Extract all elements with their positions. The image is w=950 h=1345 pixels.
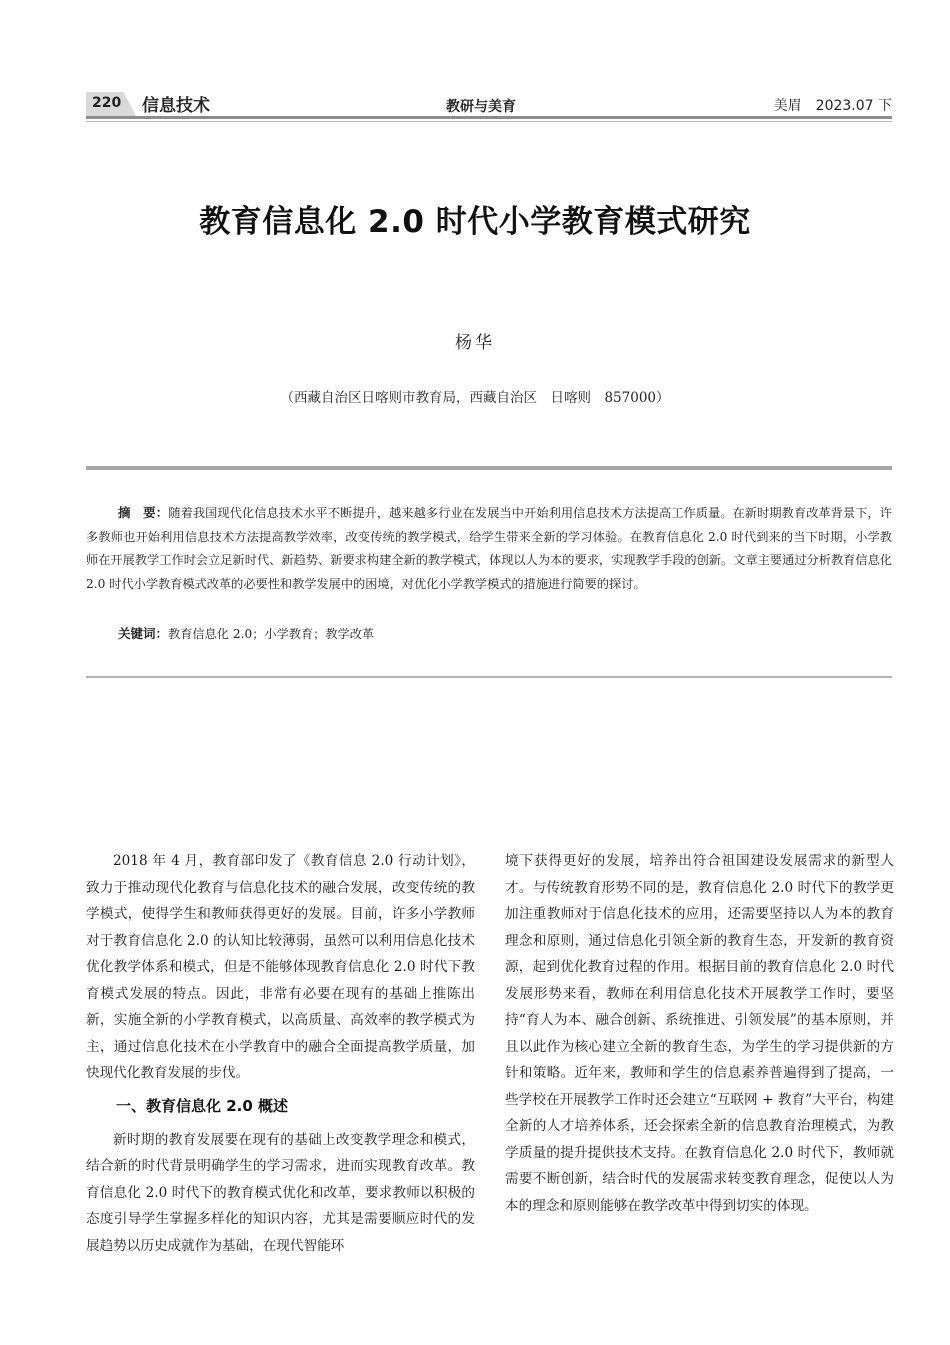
- keywords-label: 关键词：: [118, 626, 169, 641]
- body-paragraph: 境下获得更好的发展，培养出符合祖国建设发展需求的新型人才。与传统教育形势不同的是，教育信息化 2.0 时代下的教学更加注重教师对于信息化技术的应用，还需要坚持以人为本的教育理念和原则，通过信息化引领全新的教育生态，开发新的教育资源，起到优化教育过程的作用。根据目前的教育信息化 2.0 时代发展形势来看，教师在利用信息化技术开展教学工作时，要坚持“育人为本、融合创新、系统推进、引领发展”的基本原则，并且以此作为核心建立全新的教育生态，为学生的学习提供新的方针和策略。近年来，教师和学生的信息素养普遍得到了提高，一些学校在开展教学工作时还会建立“互联网 + 教育”大平台，构建全新的人才培养体系，还会探索全新的信息教育治理模式，为教学质量的提升提供技术支持。在教育信息化 2.0 时代下，教师就需要不断创新，结合时代的发展需求转变教育理念，促使以人为本的理念和原则能够在教学改革中得到切实的体现。: [505, 853, 894, 1214]
- page-number: 220: [92, 95, 122, 111]
- section-name: 信息技术: [142, 96, 210, 116]
- body-column-left: [86, 848, 475, 1259]
- journal-name: 教研与美育: [446, 99, 516, 115]
- body-paragraph: 新时期的教育发展要在现有的基础上改变教学理念和模式，结合新的时代背景明确学生的学习需求，进而实现教育改革。教育信息化 2.0 时代下的教育模式优化和改革，要求教师以积极的态度引导学生掌握多样化的知识内容，尤其是需要顺应时代的发展趋势以历史成就作为基础，在现代智能环: [86, 1131, 475, 1254]
- abstract-text: 随着我国现代化信息技术水平不断提升，越来越多行业在发展当中开始利用信息技术方法提高工作质量。在新时期教育改革背景下，许多教师也开始利用信息技术方法提高教学效率，改变传统的教学模式，给学生带来全新的学习体验。在教育信息化 2.0 时代到来的当下时期，小学教师在开展教学工作时会立足新时代、新趋势、新要求构建全新的教学模式，体现以人为本的要求，实现教学手段的创新。文章主要通过分析教育信息化 2.0 时代小学教育模式改革的必要性和教学发展中的困境，对优化小学教学模式的措施进行简要的探讨。: [86, 506, 892, 591]
- abstract-paragraph: [86, 501, 892, 596]
- header-rule-thin: [86, 121, 892, 122]
- abstract-bottom-rule: [86, 676, 892, 678]
- abstract-top-rule: [86, 466, 892, 470]
- body-paragraph: 2018 年 4 月，教育部印发了《教育信息 2.0 行动计划》，致力于推动现代化教育与信息化技术的融合发展，改变传统的教学模式，使得学生和教师获得更好的发展。目前，许多小学教师对于教育信息化 2.0 的认知比较薄弱，虽然可以利用信息化技术优化教学体系和模式，但是不能够体现教育信息化 2.0 时代下教育模式发展的特点。因此，非常有必要在现有的基础上推陈出新，实施全新的小学教育模式，以高质量、高效率的教学模式为主，通过信息化技术在小学教育中的融合全面提高教学质量，加快现代化教育发展的步伐。: [86, 853, 475, 1081]
- abstract-label: 摘 要：: [118, 505, 169, 520]
- abstract: [86, 501, 892, 596]
- section-heading: 一、教育信息化 2.0 概述: [116, 1096, 289, 1115]
- keywords: [118, 624, 374, 642]
- header-rule: [86, 116, 892, 119]
- body-column-right: [505, 848, 894, 1219]
- keywords-text: 教育信息化 2.0；小学教育；教学改革: [168, 627, 375, 641]
- article-title: 教育信息化 2.0 时代小学教育模式研究: [199, 204, 751, 240]
- running-header: [86, 88, 892, 122]
- article-author: 杨华: [455, 333, 495, 353]
- author-affiliation: （西藏自治区日喀则市教育局，西藏自治区 日喀则 857000）: [280, 390, 670, 406]
- issue-info: 美眉 2023.07 下: [773, 98, 892, 114]
